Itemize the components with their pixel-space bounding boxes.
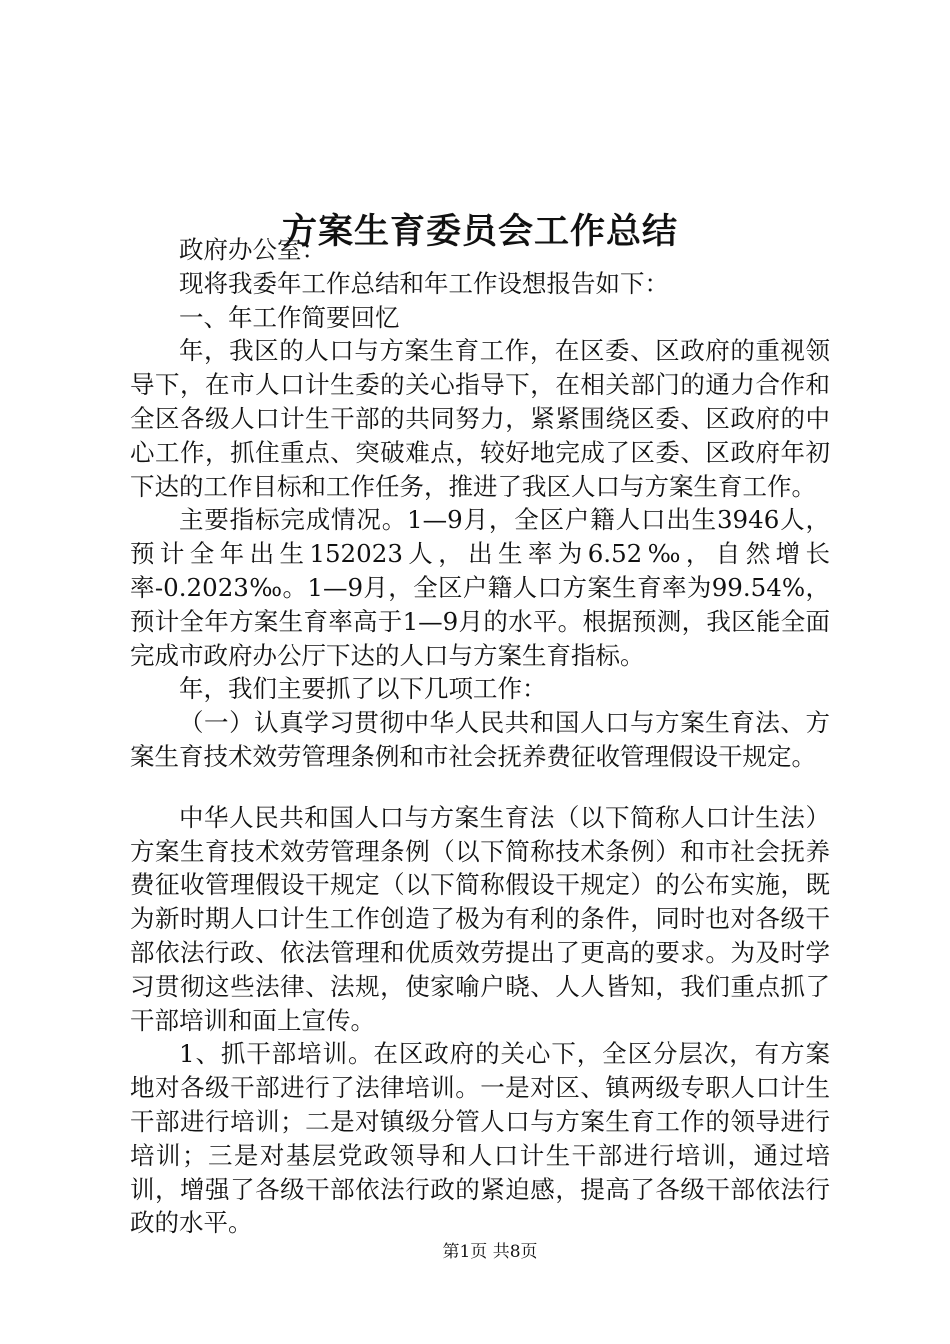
subsection-heading: （一）认真学习贯彻中华人民共和国人口与方案生育法、方案生育技术效劳管理条例和市社会抚养费征收管理假设干规定。 bbox=[130, 708, 830, 771]
paragraph-intro: 现将我委年工作总结和年工作设想报告如下： bbox=[179, 268, 669, 298]
paragraph-addressee: 政府办公室： bbox=[179, 235, 326, 264]
paragraph-work-list-intro: 年，我们主要抓了以下几项工作： bbox=[179, 674, 547, 704]
document-title: 方案生育委员会工作总结 bbox=[281, 211, 678, 253]
document-body bbox=[130, 233, 830, 1240]
paragraph-indicators: 主要指标完成情况。1—9月，全区户籍人口出生3946人，预计全年出生152023人，出生率为6.52‰，自然增长率-0.2023‰。1—9月，全区户籍人口方案生育率为99.54%，预计全年方案生育率高于1—9月的水平。根据预测，我区能全面完成市政府办公厅下达的人口与方案生育指标。 bbox=[130, 505, 830, 670]
page-footer: 第1页 共8页 bbox=[442, 1242, 538, 1262]
section-heading: 一、年工作简要回忆 bbox=[179, 302, 400, 332]
paragraph-review: 年，我区的人口与方案生育工作，在区委、区政府的重视领导下，在市人口计生委的关心指导下，在相关部门的通力合作和全区各级人口计生干部的共同努力，紧紧围绕区委、区政府的中心工作，抓住重点、突破难点，较好地完成了区委、区政府年初下达的工作目标和工作任务，推进了我区人口与方案生育工作。 bbox=[130, 336, 830, 501]
paragraph-law-implementation: 中华人民共和国人口与方案生育法（以下简称人口计生法）方案生育技术效劳管理条例（以下简称技术条例）和市社会抚养费征收管理假设干规定（以下简称假设干规定）的公布实施，既为新时期人口计生工作创造了极为有利的条件，同时也对各级干部依法行政、依法管理和优质效劳提出了更高的要求。为及时学习贯彻这些法律、法规，使家喻户晓、人人皆知，我们重点抓了干部培训和面上宣传。 bbox=[130, 802, 830, 1035]
paragraph-cadre-training: 1、抓干部培训。在区政府的关心下，全区分层次，有方案地对各级干部进行了法律培训。一是对区、镇两级专职人口计生干部进行培训；二是对镇级分管人口与方案生育工作的领导进行培训；三是对基层党政领导和人口计生干部进行培训，通过培训，增强了各级干部依法行政的紧迫感，提高了各级干部依法行政的水平。 bbox=[130, 1039, 830, 1238]
